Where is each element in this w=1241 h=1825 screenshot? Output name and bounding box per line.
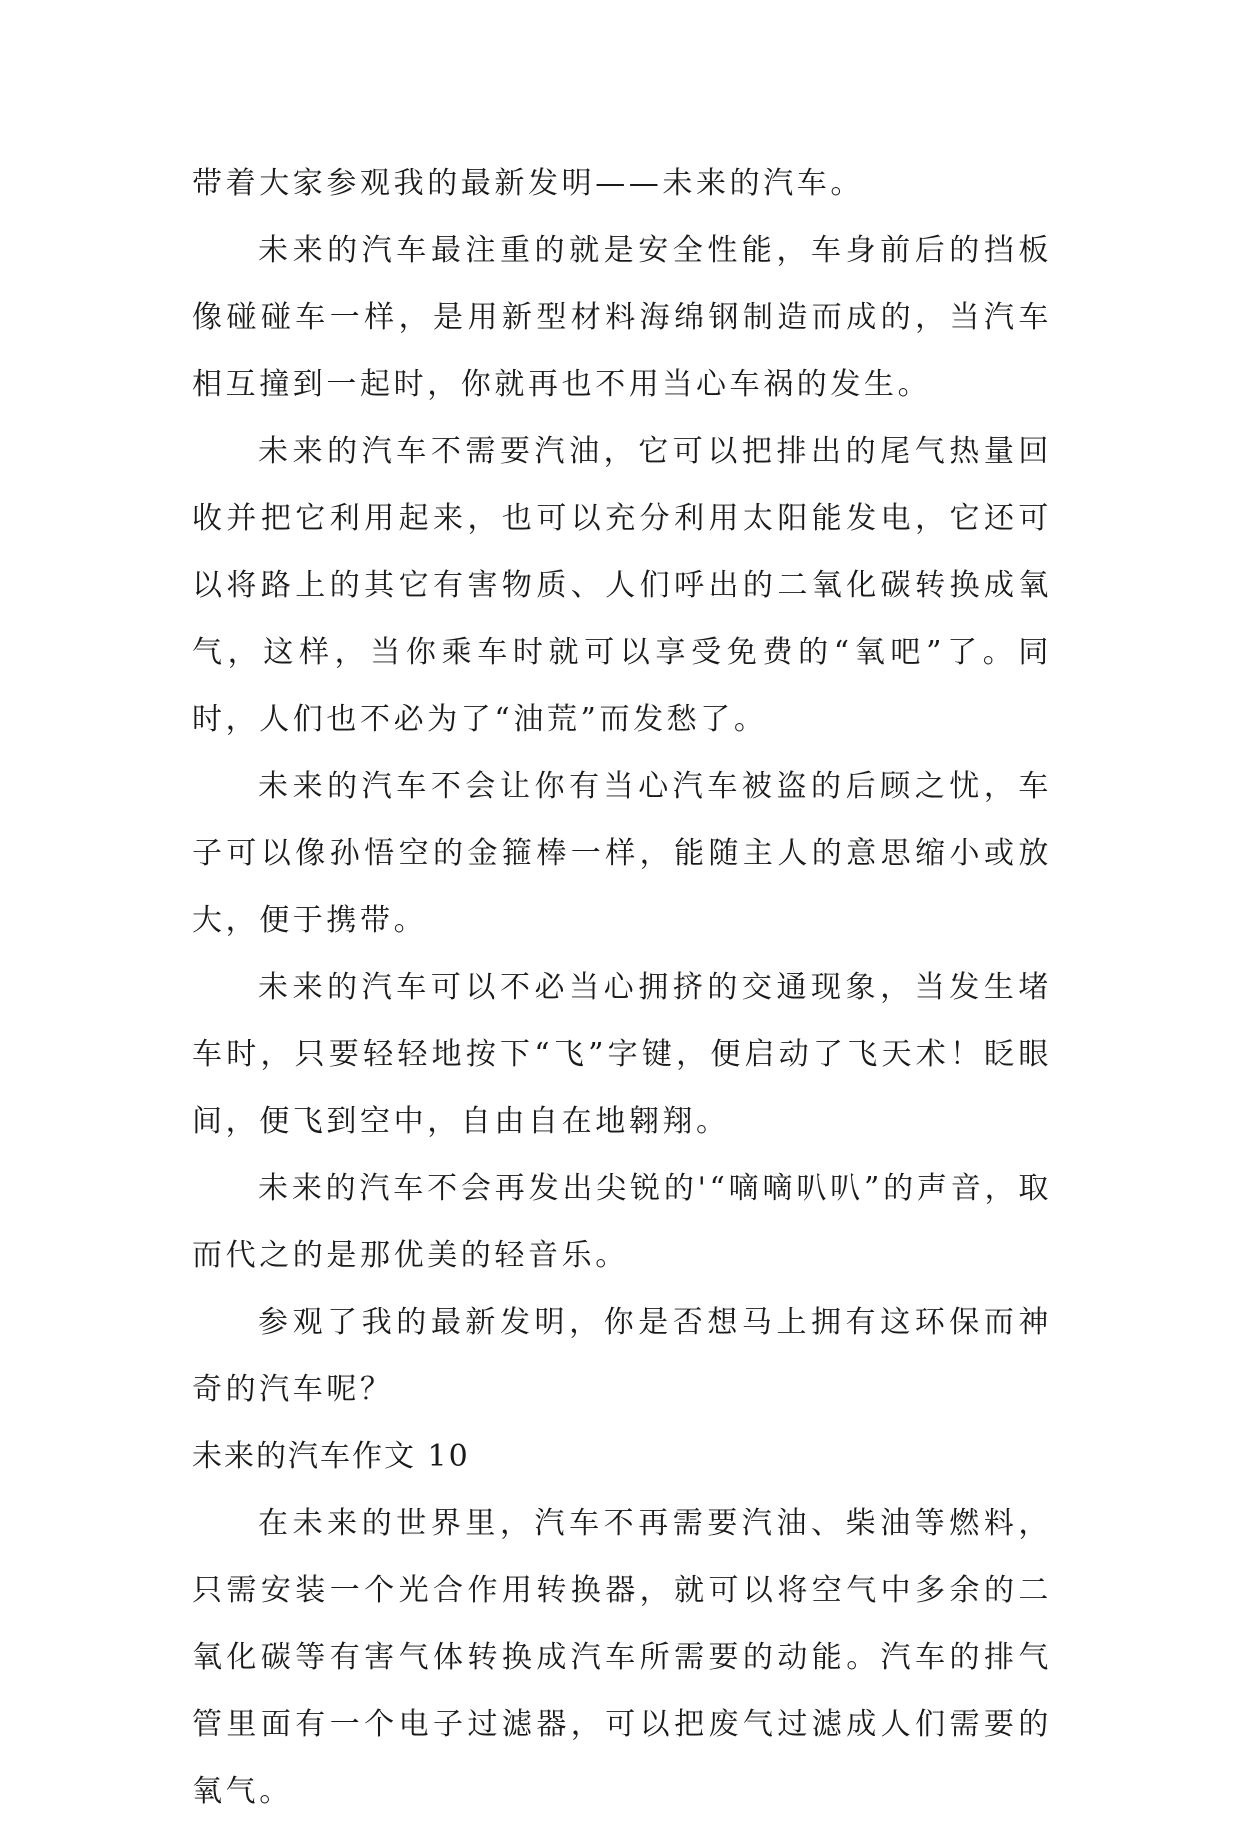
paragraph: 未来的汽车不会再发出尖锐的'“嘀嘀叭叭”的声音，取而代之的是那优美的轻音乐。 (192, 1171, 1052, 1273)
paragraph: 未来的汽车不会让你有当心汽车被盗的后顾之忧，车子可以像孙悟空的金箍棒一样，能随主人的意思缩小或放大，便于携带。 (192, 769, 1052, 938)
paragraph: 带着大家参观我的最新发明——未来的汽车。 (192, 166, 864, 201)
paragraph: 参观了我的最新发明，你是否想马上拥有这环保而神奇的汽车呢？ (192, 1305, 1052, 1407)
section-title: 未来的汽车作文 10 (192, 1439, 470, 1474)
paragraph: 未来的汽车可以不必当心拥挤的交通现象，当发生堵车时，只要轻轻地按下“飞”字键，便启动了飞天术！眨眼间，便飞到空中，自由自在地翱翔。 (192, 970, 1052, 1139)
paragraph: 未来的汽车最注重的就是安全性能，车身前后的挡板像碰碰车一样，是用新型材料海绵钢制造而成的，当汽车相互撞到一起时，你就再也不用当心车祸的发生。 (192, 233, 1052, 402)
paragraph: 未来的汽车不需要汽油，它可以把排出的尾气热量回收并把它利用起来，也可以充分利用太阳能发电，它还可以将路上的其它有害物质、人们呼出的二氧化碳转换成氧气，这样，当你乘车时就可以享受免费的“氧吧”了。同时，人们也不必为了“油荒”而发愁了。 (192, 434, 1052, 737)
document-body (192, 150, 1052, 1825)
paragraph: 在未来的世界里，汽车不再需要汽油、柴油等燃料，只需安装一个光合作用转换器，就可以将空气中多余的二氧化碳等有害气体转换成汽车所需要的动能。汽车的排气管里面有一个电子过滤器，可以把废气过滤成人们需要的氧气。 (192, 1506, 1052, 1809)
